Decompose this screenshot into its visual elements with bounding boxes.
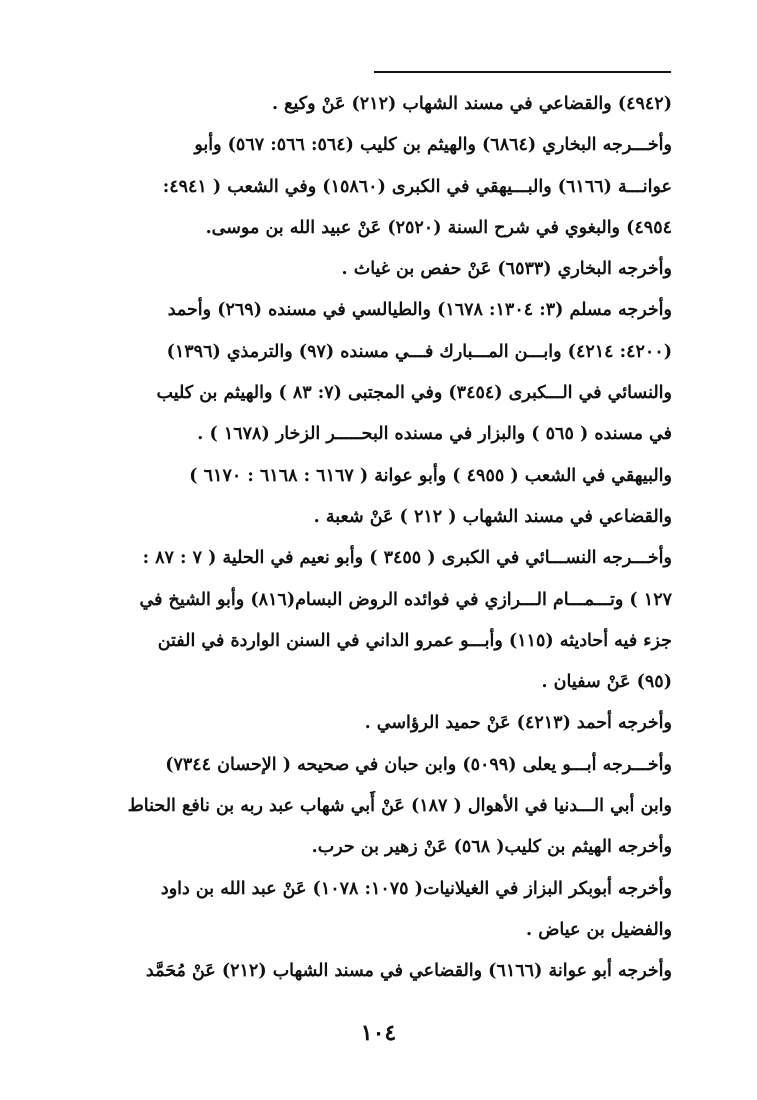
text-line-22: وأخرجه أبو عوانة (٦١٦٦) والقضاعي في مسند الشهاب (٢١٢) عَنْ مُحَمَّد	[145, 961, 672, 982]
text-line-18: وابن أبي الـــدنيا في الأهوال ( ١٨٧) عَنْ أَبي شهاب عبد ربه بن نافع الحناط	[127, 796, 672, 817]
text-line-9: في مسنده ( ٥٦٥ ) والبزار في مسنده البحـــــر الزخار (١٦٧٨ ) .	[197, 424, 672, 445]
text-line-17: وأخـــرجه أبـــو يعلى (٥٠٩٩) وابن حبان في صحيحه ( الإحسان ٧٣٤٤)	[165, 754, 672, 775]
text-line-1: (٤٩٤٢) والقضاعي في مسند الشهاب (٢١٢) عَنْ وكيع .	[271, 94, 672, 114]
text-line-16: وأخرجه أحمد (٤٢١٣) عَنْ حميد الرؤاسي .	[364, 713, 672, 734]
top-rule	[374, 71, 671, 73]
text-line-15: (٩٥) عَنْ سفيان .	[541, 672, 672, 693]
text-line-12: وأخـــرجه النســـائي في الكبرى ( ٣٤٥٥ ) وأبو نعيم في الحلية ( ٧ : ٨٧ :	[142, 548, 672, 569]
text-line-8: والنسائي في الـــكبرى (٣٤٥٤) وفي المجتبى (٧: ٨٣ ) والهيثم بن كليب	[156, 383, 672, 404]
text-line-20: وأخرجه أبوبكر البزاز في الغيلانيات( ١٠٧٥: ١٠٧٨) عَنْ عبد الله بن داود	[160, 878, 672, 899]
text-line-4: ٤٩٥٤) والبغوي في شرح السنة (٢٥٢٠) عَنْ عبيد الله بن موسى.	[205, 217, 672, 238]
text-line-10: والبيهقي في الشعب ( ٤٩٥٥ ) وأبو عوانة ( ٦١٦٧ : ٦١٦٨ : ٦١٧٠ )	[189, 465, 672, 486]
text-line-5: وأخرجه البخاري (٦٥٣٣) عَنْ حفص بن غياث .	[341, 259, 672, 280]
text-line-14: جزء فيه أحاديثه (١١٥) وأبـــو عمرو الداني في السنن الواردة في الفتن	[157, 630, 672, 651]
text-line-13: ١٢٧ ) وتـــمـــام الـــرازي في فوائده الروض البسام(٨١٦) وأبو الشيخ في	[139, 589, 672, 610]
page-body	[92, 84, 672, 993]
text-line-11: والقضاعي في مسند الشهاب ( ٢١٢ ) عَنْ شعبة .	[313, 506, 672, 527]
text-line-21: والفضيل بن عياض .	[526, 919, 672, 940]
text-line-2: وأخـــرجه البخاري (٦٨٦٤) والهيثم بن كليب (٥٦٤: ٥٦٦: ٥٦٧) وأبو	[194, 135, 672, 156]
text-line-3: عوانـــة (٦١٦٦) والبـــيهقي في الكبرى (١٥٨٦٠) وفي الشعب ( ٤٩٤١:	[162, 176, 672, 197]
text-line-7: (٤٢٠٠: ٤٢١٤) وابـــن المـــبارك فـــي مسنده (٩٧) والترمذي (١٣٩٦)	[166, 341, 672, 362]
text-line-19: وأخرجه الهيثم بن كليب( ٥٦٨) عَنْ زهير بن حرب.	[311, 837, 672, 858]
text-line-6: وأخرجه مسلم (٣: ١٣٠٤: ١٦٧٨) والطيالسي في مسنده (٢٦٩) وأحمد	[167, 300, 672, 321]
page-number: ١٠٤	[360, 1020, 397, 1046]
